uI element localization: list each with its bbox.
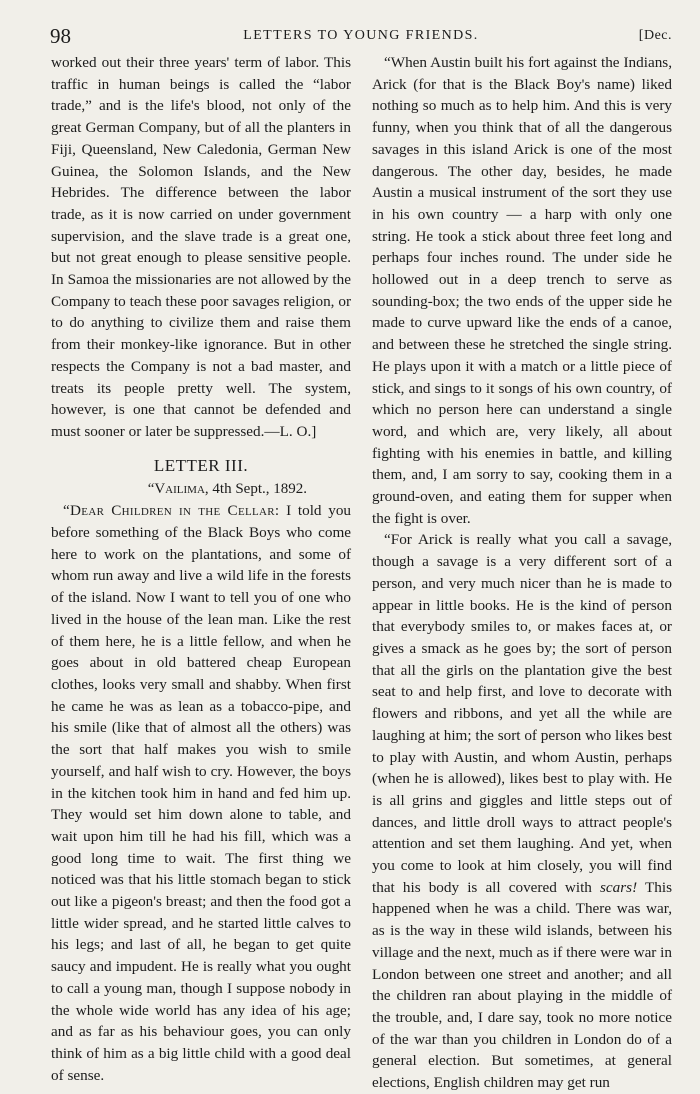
- paragraph-austin-fort: “When Austin built his fort against the Indians, Arick (for that is the Black Boy's name) liked nothing so much as to help him. And this is very funny, when you think that of all the dangerous savages in this island Arick is one of the most dangerous. The other day, besides, he made Austin a musical instrument of the sort they use in his own country — a harp with only one string. He took a stick about three feet long and perhaps four inches round. The under side he hollowed out in a deep trench to serve as sounding-box; the two ends of the upper side he made to curve upward like the ends of a canoe, and between these he stretched the single string. He plays upon it with a match or a little piece of stick, and sings to it songs of his own country, of which no person here can understand a single word, and which are, very likely, all about fighting with his enemies in battle, and killing them, and, I am sorry to say, cooking them in a ground-oven, and eating them for supper when the fight is over.: [372, 54, 672, 527]
- dateline-place: “Vailima,: [147, 480, 209, 497]
- right-column: [372, 52, 672, 1094]
- issue-month-tag: [Dec.: [638, 28, 672, 43]
- running-header: [50, 24, 672, 50]
- editor-note-continuation: worked out their three years' term of labor. This traffic in human beings is called the “labor trade,” and is the life's blood, not only of the great German Company, but of all the planters in Fiji, Queensland, New Caledonia, German New Guinea, the Solomon Islands, and the New Hebrides. The difference between the labor trade, as it is now carried on under government supervision, and the slave trade is a great one, but not great enough to please sensitive people. In Samoa the missionaries are not allowed by the Company to teach these poor savages religion, or to do anything to civilize them and raise them from their monkey-like ignorance. But in other respects the Company is not a bad master, and treats its people pretty well. The system, however, is one that cannot be defended and must sooner or later be suppressed.—L. O.]: [51, 54, 351, 440]
- letter-heading: LETTER III.: [153, 455, 249, 475]
- letter-body-text: I told you before something of the Black Boys who come here to work on the plantations, and some of whom run away and live a wild life in the forests of the island. Now I want to tell you of one who lived in the house of the lean man. Like the rest of them here, he is a little fellow, and when he goes about in old battered cheap European clothes, looks very small and shabby. When first he came he was as lean as a tobacco-pipe, and his smile (like that of almost all the others) was the sort that half makes you wish to smile yourself, and half wish to cry. However, the boys in the kitchen took him in hand and fed him up. They would set him down alone to table, and wait upon him till he had his fill, which was a good long time to wait. The first thing we noticed was that his little stomach began to stick out like a pigeon's breast; and then the food got a little wider spread, and he started little calves to his legs; and last of all, he began to get quite saucy and impudent. He is really what you ought to call a young man, though I suppose nobody in the whole wide world has any idea of his age; and as far as his behaviour goes, you can only think of him as a big little child with a good deal of sense.: [51, 502, 352, 1084]
- dateline-date: 4th Sept., 1892.: [212, 480, 307, 497]
- page-number: 98: [50, 24, 71, 48]
- letter-body-paragraph: [51, 500, 351, 1086]
- paragraph-arick-savage: [372, 529, 672, 1093]
- paragraph-text-a: “For Arick is really what you call a savage, though a savage is a very different sort of a person, and very much nicer than he is made to appear in little books. He is the kind of person that everybody smiles to, or makes faces at, or gives a smack as he goes by; the sort of person that all the girls on the plantation give the best seat to and help first, and love to decorate with flowers and ribbons, and yet all the while are laughing at him; the sort of person who likes best to play with Austin, and whom Austin, perhaps (when he is allowed), likes best to play with. He is all grins and giggles and little steps out of dances, and little droll ways to attract people's attention and set them laughing. And yet, when you come to look at him closely, you will find that his body is all covered with: [372, 531, 672, 896]
- letter-dateline: [51, 479, 351, 501]
- paragraph-text-b: This happened when he was a child. There was war, as is the way in these wild islands, between his village and the next, much as if there were war in London between one street and another; and all the children ran about playing in the middle of the trouble, and, I dare say, took no more notice of the war than you children in London do of a general election. But sometimes, at general elections, English children may get run: [372, 878, 672, 1092]
- salutation: “Dear Children in the Cellar:: [63, 502, 280, 520]
- emphasis-scars: scars!: [600, 878, 638, 896]
- left-column: [51, 52, 351, 1086]
- running-title: LETTERS TO YOUNG FRIENDS.: [243, 28, 479, 43]
